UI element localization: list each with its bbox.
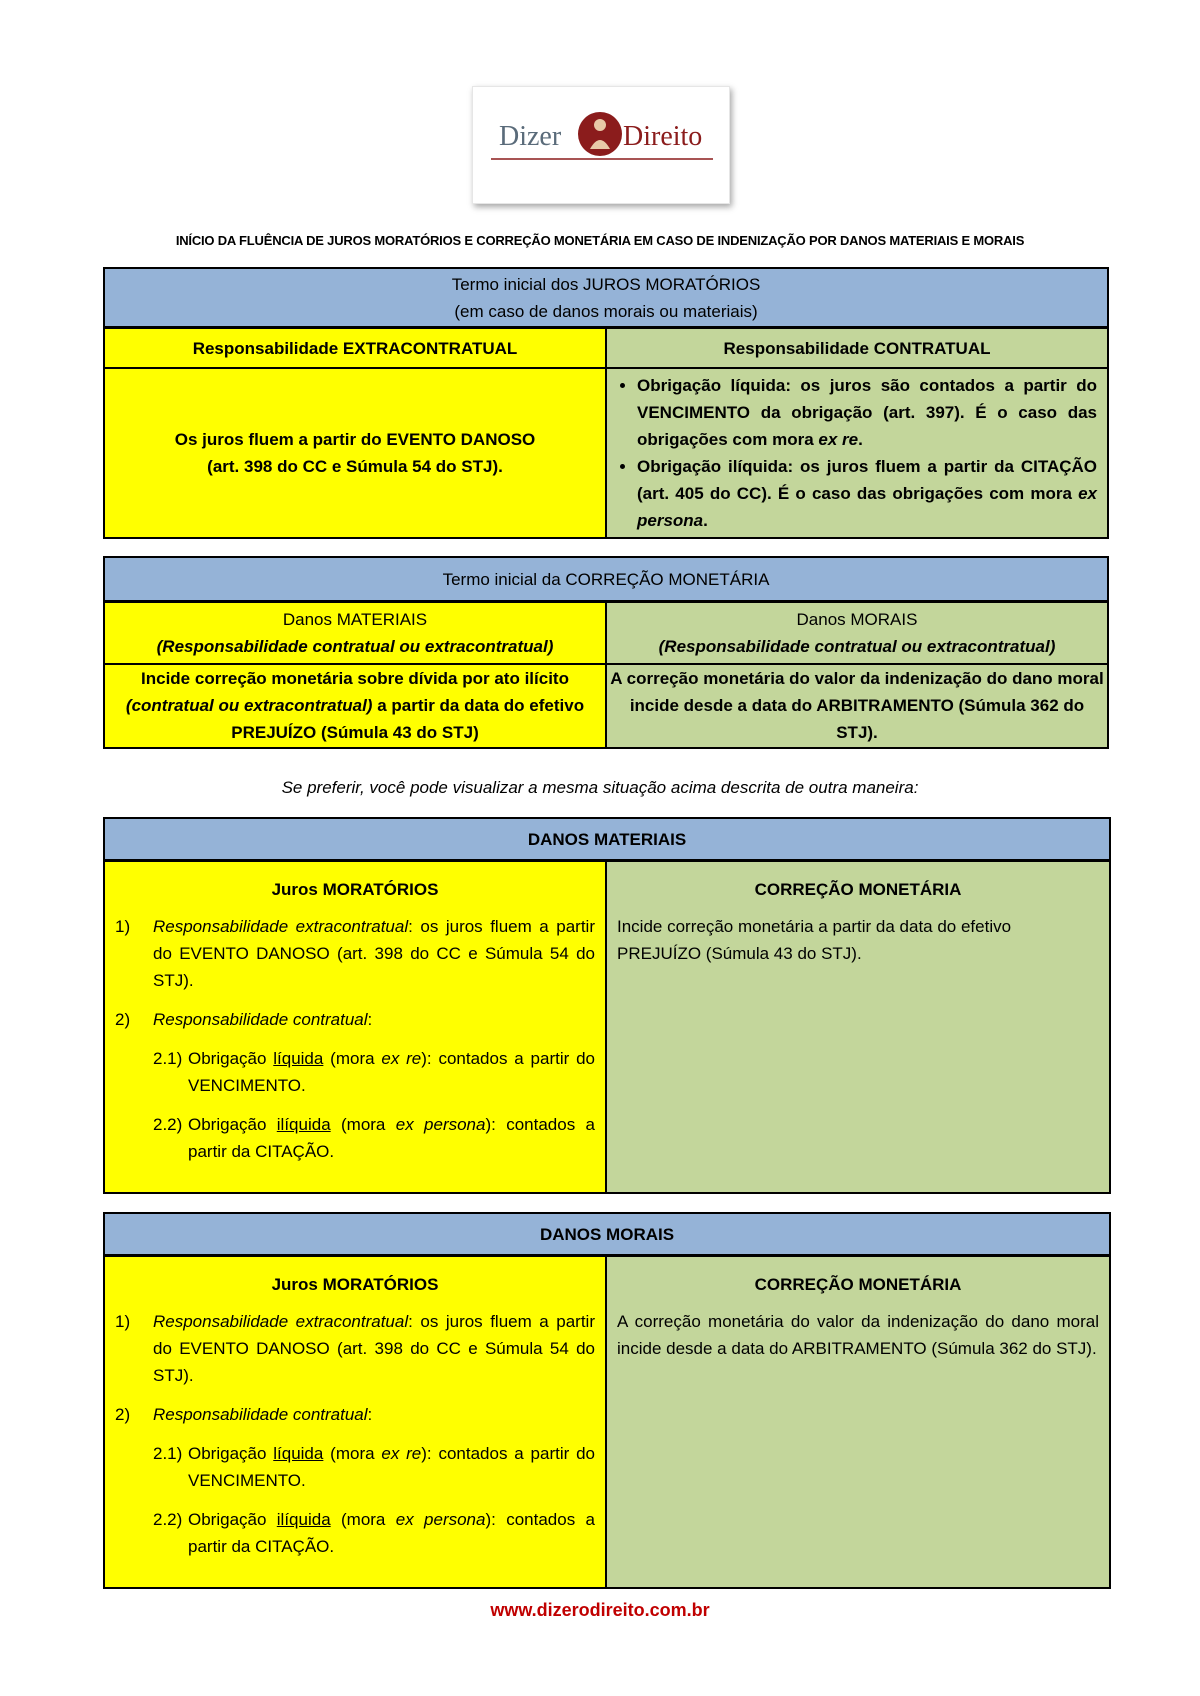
extracontratual-cell — [104, 368, 606, 538]
header-line-1: Termo inicial dos JUROS MORATÓRIOS — [451, 275, 761, 294]
morais-correcao-cell — [606, 1256, 1110, 1589]
materiais-correcao-text: Incide correção monetária a partir da data do efetivo PREJUÍZO (Súmula 43 do STJ). — [617, 917, 1012, 963]
header-line-2: (em caso de danos morais ou materiais) — [454, 302, 758, 321]
extracontratual-line-2: (art. 398 do CC e Súmula 54 do STJ). — [207, 457, 503, 476]
materiais-juros-cell — [104, 861, 606, 1194]
danos-materiais-text: Incide correção monetária sobre dívida por ato ilícito (contratual ou extracontratual) a partir da data do efetivo PREJUÍZO (Súmula 43 do STJ) — [104, 664, 606, 748]
document-title: INÍCIO DA FLUÊNCIA DE JUROS MORATÓRIOS E CORREÇÃO MONETÁRIA EM CASO DE INDENIZAÇÃO POR DANOS MATERIAIS E MORAIS — [175, 233, 1025, 248]
logo-word-right: Direito — [623, 121, 703, 152]
col-contratual-title: Responsabilidade CONTRATUAL — [606, 328, 1108, 369]
danos-morais-text: A correção monetária do valor da indenização do dano moral incide desde a data do ARBITRAMENTO (Súmula 362 do STJ). — [606, 664, 1108, 748]
danos-morais-table — [103, 1212, 1111, 1589]
logo-emblem-icon — [578, 112, 622, 156]
bullet-iliquida: • Obrigação ilíquida: os juros fluem a partir da CITAÇÃO (art. 405 do CC). É o caso das obrigações com mora ex persona. — [637, 453, 1097, 534]
contratual-cell — [606, 368, 1108, 538]
correcao-table — [103, 556, 1109, 749]
morais-juros-cell — [104, 1256, 606, 1589]
danos-morais-title: Danos MORAIS (Responsabilidade contratual ou extracontratual) — [606, 602, 1108, 665]
morais-subitem-2-1: 2.1) Obrigação líquida (mora ex re): contados a partir do VENCIMENTO. — [153, 1444, 595, 1490]
logo-word-left: Dizer — [499, 121, 562, 152]
danos-materiais-table — [103, 817, 1111, 1194]
danos-materiais-title: Danos MATERIAIS (Responsabilidade contratual ou extracontratual) — [104, 602, 606, 665]
logo — [472, 86, 730, 204]
materiais-juros-title: Juros MORATÓRIOS — [271, 880, 439, 899]
materiais-subitem-2-2: 2.2) Obrigação ilíquida (mora ex persona): contados a partir da CITAÇÃO. — [153, 1115, 595, 1161]
materiais-correcao-cell — [606, 861, 1110, 1194]
danos-materiais-header: DANOS MATERIAIS — [104, 818, 1110, 861]
morais-correcao-title: CORREÇÃO MONETÁRIA — [754, 1275, 962, 1294]
materiais-item-1: 1) Responsabilidade extracontratual: os juros fluem a partir do EVENTO DANOSO (art. 398 do CC e Súmula 54 do STJ). — [115, 917, 595, 990]
morais-juros-title: Juros MORATÓRIOS — [271, 1275, 439, 1294]
logo-graphic — [473, 87, 731, 205]
morais-correcao-text: A correção monetária do valor da indenização do dano moral incide desde a data do ARBITRAMENTO (Súmula 362 do STJ). — [617, 1312, 1099, 1358]
materiais-item-2: 2) Responsabilidade contratual: — [115, 1010, 373, 1029]
correcao-table-header: Termo inicial da CORREÇÃO MONETÁRIA — [104, 557, 1108, 602]
subtitle: Se preferir, você pode visualizar a mesma situação acima descrita de outra maneira: — [281, 778, 919, 797]
danos-morais-header: DANOS MORAIS — [104, 1213, 1110, 1256]
materiais-correcao-title: CORREÇÃO MONETÁRIA — [754, 880, 962, 899]
materiais-subitem-2-1: 2.1) Obrigação líquida (mora ex re): contados a partir do VENCIMENTO. — [153, 1049, 595, 1095]
bullet-liquida: • Obrigação líquida: os juros são contados a partir do VENCIMENTO da obrigação (art. 397). É o caso das obrigações com mora ex re. — [637, 372, 1097, 453]
morais-item-2: 2) Responsabilidade contratual: — [115, 1405, 373, 1424]
col-extracontratual-title: Responsabilidade EXTRACONTRATUAL — [104, 328, 606, 369]
morais-item-1: 1) Responsabilidade extracontratual: os juros fluem a partir do EVENTO DANOSO (art. 398 do CC e Súmula 54 do STJ). — [115, 1312, 595, 1385]
footer-url-link[interactable]: www.dizerodireito.com.br — [490, 1600, 710, 1620]
juros-table — [103, 267, 1109, 539]
juros-table-header — [104, 268, 1108, 328]
extracontratual-line-1: Os juros fluem a partir do EVENTO DANOSO — [174, 430, 536, 449]
morais-subitem-2-2: 2.2) Obrigação ilíquida (mora ex persona): contados a partir da CITAÇÃO. — [153, 1510, 595, 1556]
